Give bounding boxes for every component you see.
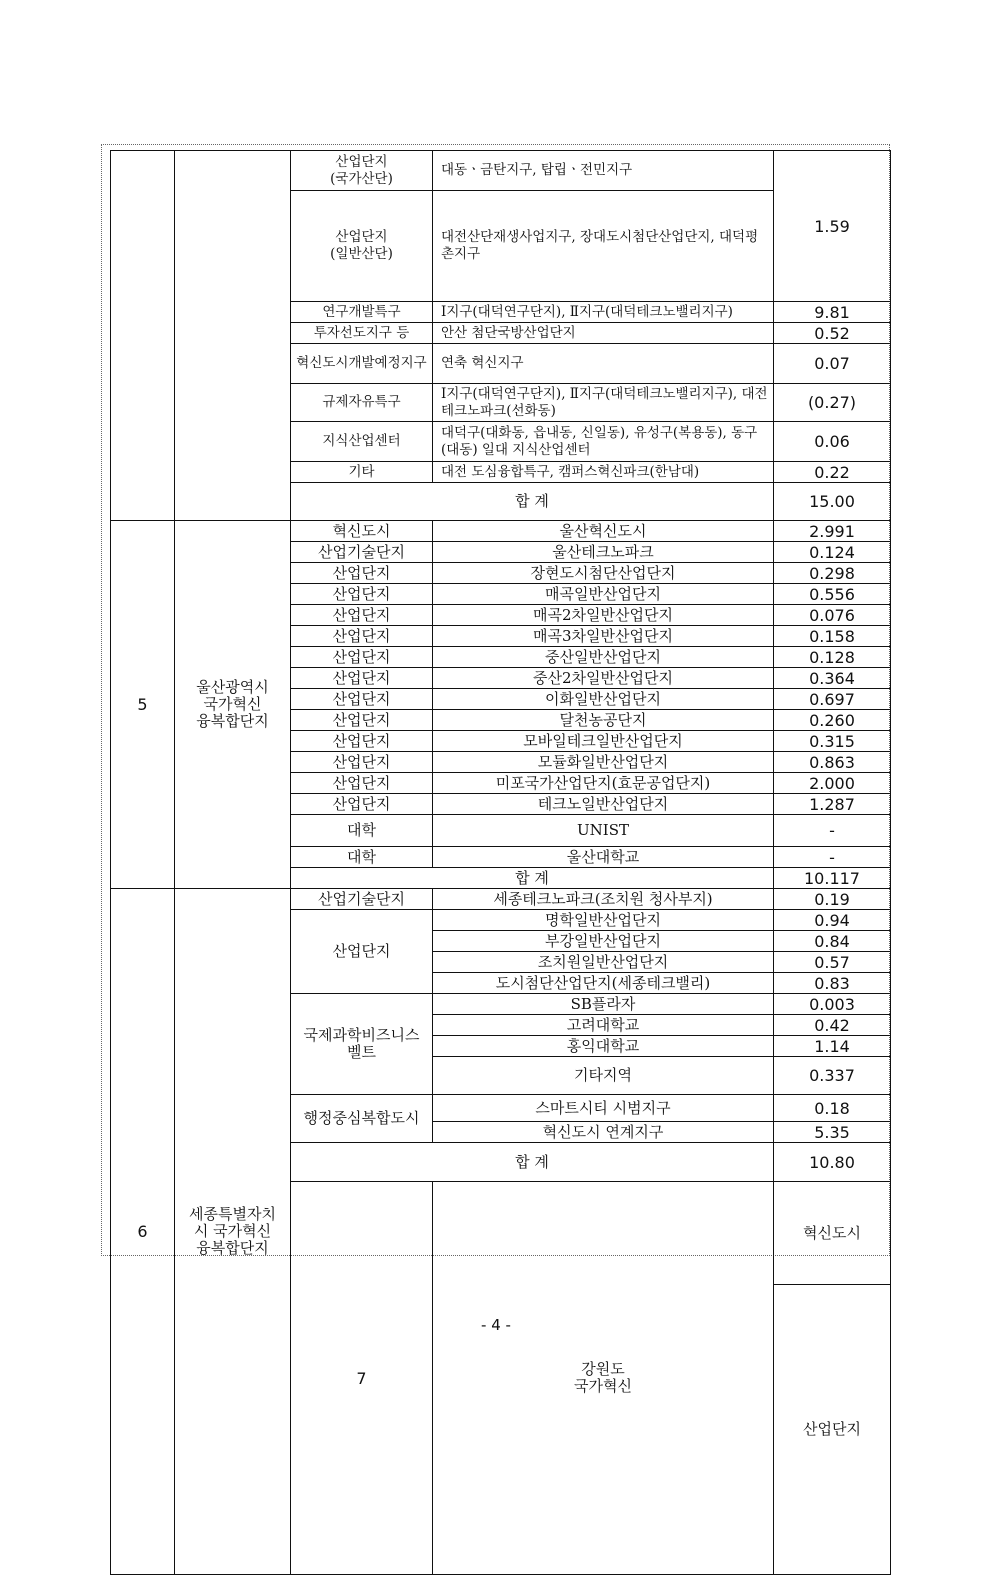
region-no-cell: [111, 151, 175, 521]
total-label-cell: 합 계: [291, 868, 774, 889]
value-cell: 0.158: [774, 626, 891, 647]
area-cell: 대덕구(대화동, 읍내동, 신일동), 유성구(복용동), 동구(대동) 일대 지식산업센터: [433, 422, 774, 462]
total-value-cell: 10.117: [774, 868, 891, 889]
value-cell: 0.128: [774, 647, 891, 668]
type-cell: 대학: [291, 847, 433, 868]
value-cell: 0.260: [774, 710, 891, 731]
area-cell: 중산일반산업단지: [433, 647, 774, 668]
area-cell: SB플라자: [433, 994, 774, 1015]
area-cell: 세종테크노파크(조치원 청사부지): [433, 889, 774, 910]
type-cell: 기타: [291, 462, 433, 483]
area-cell: 미포국가산업단지(효문공업단지): [433, 773, 774, 794]
type-cell: 투자선도지구 등: [291, 323, 433, 344]
value-cell: 0.315: [774, 731, 891, 752]
area-cell: Ⅰ지구(대덕연구단지), Ⅱ지구(대덕테크노밸리지구), 대전테크노파크(선화동): [433, 384, 774, 422]
type-cell: 산업단지: [291, 689, 433, 710]
area-cell: 대동ㆍ금탄지구, 탑립ㆍ전민지구: [433, 151, 774, 191]
type-cell: 산업단지: [291, 563, 433, 584]
area-cell: 모듈화일반산업단지: [433, 752, 774, 773]
type-cell: 산업단지: [774, 1285, 891, 1575]
region-name-cell: 울산광역시 국가혁신 융복합단지: [175, 521, 291, 889]
type-cell: 산업기술단지: [291, 542, 433, 563]
area-cell: 장현도시첨단산업단지: [433, 563, 774, 584]
type-cell: 산업단지: [291, 605, 433, 626]
area-cell: 울산혁신도시: [433, 521, 774, 542]
area-cell: 부강일반산업단지: [433, 931, 774, 952]
area-cell: 울산대학교: [433, 847, 774, 868]
value-cell: 5.35: [774, 1122, 891, 1143]
total-label-cell: 합 계: [291, 1143, 774, 1182]
complex-area-table: [110, 150, 891, 1575]
type-cell: 혁신도시: [291, 521, 433, 542]
total-label-cell: 합 계: [291, 483, 774, 521]
type-cell: 연구개발특구: [291, 302, 433, 323]
area-cell: 이화일반산업단지: [433, 689, 774, 710]
region-no-cell: 5: [111, 521, 175, 889]
type-cell: 산업단지 (국가산단): [291, 151, 433, 191]
value-cell: 0.863: [774, 752, 891, 773]
type-cell: 산업단지: [291, 910, 433, 994]
area-cell: 중산2차일반산업단지: [433, 668, 774, 689]
value-cell: -: [774, 847, 891, 868]
value-cell: 1.287: [774, 794, 891, 815]
type-cell: 산업단지: [291, 584, 433, 605]
value-cell: 0.84: [774, 931, 891, 952]
type-cell: 산업단지 (일반산단): [291, 191, 433, 302]
value-cell: 0.57: [774, 952, 891, 973]
value-cell: 0.556: [774, 584, 891, 605]
table-row: [111, 521, 891, 542]
type-cell: 산업단지: [291, 794, 433, 815]
area-cell: 연축 혁신지구: [433, 344, 774, 384]
area-cell: 스마트시티 시범지구: [433, 1095, 774, 1122]
value-cell: 0.52: [774, 323, 891, 344]
value-cell: -: [774, 815, 891, 847]
value-cell: 9.81: [774, 302, 891, 323]
value-cell: 0.003: [774, 994, 891, 1015]
value-cell: 0.298: [774, 563, 891, 584]
value-cell: 0.83: [774, 973, 891, 994]
value-cell: 2.000: [774, 773, 891, 794]
type-cell: 행정중심복합도시: [291, 1095, 433, 1143]
area-cell: 도시첨단산업단지(세종테크밸리): [433, 973, 774, 994]
area-cell: Ⅰ지구(대덕연구단지), Ⅱ지구(대덕테크노밸리지구): [433, 302, 774, 323]
value-cell: 2.991: [774, 521, 891, 542]
type-cell: 산업단지: [291, 626, 433, 647]
area-cell: 울산테크노파크: [433, 542, 774, 563]
type-cell: 산업단지: [291, 710, 433, 731]
area-cell: 테크노일반산업단지: [433, 794, 774, 815]
area-cell: 매곡3차일반산업단지: [433, 626, 774, 647]
area-cell: 안산 첨단국방산업단지: [433, 323, 774, 344]
area-cell: 모바일테크일반산업단지: [433, 731, 774, 752]
area-cell: 명학일반산업단지: [433, 910, 774, 931]
type-cell: 산업단지: [291, 773, 433, 794]
value-cell: 1.14: [774, 1036, 891, 1057]
area-cell: 홍익대학교: [433, 1036, 774, 1057]
table-row: [111, 151, 891, 191]
type-cell: 지식산업센터: [291, 422, 433, 462]
value-cell: 0.18: [774, 1095, 891, 1122]
type-cell: 산업단지: [291, 668, 433, 689]
area-cell: 달천농공단지: [433, 710, 774, 731]
area-cell: UNIST: [433, 815, 774, 847]
area-cell: 기타지역: [433, 1057, 774, 1095]
type-cell: 대학: [291, 815, 433, 847]
type-cell: 산업단지: [291, 752, 433, 773]
area-cell: 대전산단재생사업지구, 장대도시첨단산업단지, 대덕평촌지구: [433, 191, 774, 302]
value-cell: 1.59: [774, 151, 891, 302]
area-cell: 혁신도시 연계지구: [433, 1122, 774, 1143]
area-cell: 조치원일반산업단지: [433, 952, 774, 973]
value-cell: 0.22: [774, 462, 891, 483]
area-cell: 매곡2차일반산업단지: [433, 605, 774, 626]
area-cell: 매곡일반산업단지: [433, 584, 774, 605]
region-no-cell: 7: [291, 1182, 433, 1575]
value-cell: 0.94: [774, 910, 891, 931]
area-cell: 고려대학교: [433, 1015, 774, 1036]
region-name-cell: 세종특별자치 시 국가혁신 융복합단지: [175, 889, 291, 1575]
value-cell: 0.337: [774, 1057, 891, 1095]
value-cell: 0.076: [774, 605, 891, 626]
type-cell: 혁신도시개발예정지구: [291, 344, 433, 384]
type-cell: 산업단지: [291, 731, 433, 752]
table-row: [111, 889, 891, 910]
region-no-cell: 6: [111, 889, 175, 1575]
page-number: - 4 -: [481, 1316, 511, 1334]
type-cell: 산업단지: [291, 647, 433, 668]
total-value-cell: 10.80: [774, 1143, 891, 1182]
total-value-cell: 15.00: [774, 483, 891, 521]
value-cell: 0.07: [774, 344, 891, 384]
type-cell: 국제과학비즈니스 벨트: [291, 994, 433, 1095]
value-cell: 0.06: [774, 422, 891, 462]
value-cell: 0.124: [774, 542, 891, 563]
value-cell: (0.27): [774, 384, 891, 422]
type-cell: 규제자유특구: [291, 384, 433, 422]
type-cell: 산업기술단지: [291, 889, 433, 910]
type-cell: 혁신도시: [774, 1182, 891, 1285]
area-cell: 대전 도심융합특구, 캠퍼스혁신파크(한남대): [433, 462, 774, 483]
region-name-cell: [175, 151, 291, 521]
region-name-cell: 강원도 국가혁신: [433, 1182, 774, 1575]
value-cell: 0.364: [774, 668, 891, 689]
value-cell: 0.697: [774, 689, 891, 710]
value-cell: 0.19: [774, 889, 891, 910]
value-cell: 0.42: [774, 1015, 891, 1036]
